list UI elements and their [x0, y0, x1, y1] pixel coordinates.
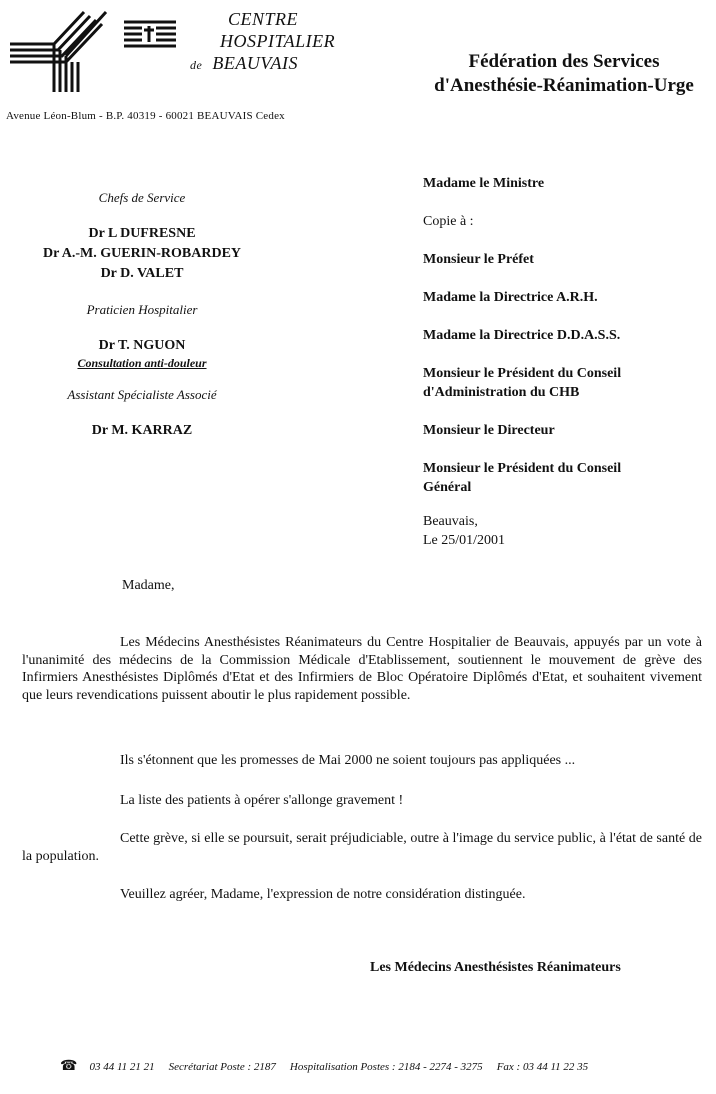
body-paragraph: Cette grève, si elle se poursuit, serait préjudiciable, outre à l'image du service public, à l'état de santé de la population.	[22, 831, 702, 864]
body-paragraph: Les Médecins Anesthésistes Réanimateurs du Centre Hospitalier de Beauvais, appuyés par un vote à l'unanimité des médecins de la Commission Médicale d'Etablissement, soutiennent le mouvement de grève des Infirmiers Anesthésistes Diplômés d'Etat et des Infirmiers de Bloc Opératoire Diplômés d'Etat, et souhaitent vivement que leurs revendications puissent aboutir le plus rapidement possible.	[22, 635, 702, 703]
recipients-column	[423, 174, 713, 550]
recipient-item: Monsieur le Préfet	[423, 252, 534, 267]
chef-name: Dr D. VALET	[100, 266, 184, 281]
recipient-item: Madame la Directrice A.R.H.	[423, 290, 598, 305]
hospital-line-2: HOSPITALIER	[220, 31, 336, 51]
letter-place: Beauvais,	[423, 514, 478, 529]
hospital-name	[190, 8, 335, 76]
chef-name: Dr A.-M. GUERIN-ROBARDEY	[42, 246, 242, 261]
recipient-item: Monsieur le Président du Conseil d'Administration du CHB	[423, 366, 622, 400]
hospital-de: de	[190, 58, 203, 72]
recipient-item: Monsieur le Président du Conseil Général	[423, 461, 622, 495]
hospital-logo	[6, 4, 182, 94]
chef-name: Dr L DUFRESNE	[88, 226, 196, 241]
footer-fax: Fax : 03 44 11 22 35	[496, 1061, 589, 1073]
hospital-address: Avenue Léon-Blum - B.P. 40319 - 60021 BEAUVAIS Cedex	[6, 110, 285, 122]
praticien-label: Praticien Hospitalier	[86, 302, 198, 317]
federation-title	[412, 50, 716, 98]
assistant-name: Dr M. KARRAZ	[91, 423, 193, 438]
praticien-name: Dr T. NGUON	[98, 338, 186, 353]
recipient-main: Madame le Ministre	[423, 176, 545, 191]
footer-secretariat: Secrétariat Poste : 2187	[168, 1061, 276, 1073]
signature: Les Médecins Anesthésistes Réanimateurs	[370, 960, 621, 975]
hospital-line-3: BEAUVAIS	[212, 53, 298, 73]
letter-date: Le 25/01/2001	[423, 533, 506, 548]
phone-icon: ☎	[60, 1059, 78, 1074]
body-paragraph: Veuillez agréer, Madame, l'expression de notre considération distinguée.	[120, 887, 526, 902]
footer-hospitalisation: Hospitalisation Postes : 2184 - 2274 - 3275	[289, 1061, 483, 1073]
chefs-label: Chefs de Service	[98, 190, 186, 205]
footer-contacts	[60, 1058, 588, 1075]
recipient-item: Monsieur le Directeur	[423, 423, 555, 438]
staff-column	[14, 190, 270, 441]
salutation: Madame,	[122, 578, 175, 593]
footer-phone: 03 44 11 21 21	[89, 1061, 155, 1073]
recipient-item: Madame la Directrice D.D.A.S.S.	[423, 328, 621, 343]
body-paragraph: La liste des patients à opérer s'allonge gravement !	[120, 793, 404, 808]
body-paragraph: Ils s'étonnent que les promesses de Mai 2000 ne soient toujours pas appliquées ...	[120, 753, 576, 768]
hospital-line-1: CENTRE	[228, 9, 299, 29]
federation-line-2: d'Anesthésie-Réanimation-Urge	[434, 75, 694, 96]
assistant-label: Assistant Spécialiste Associé	[67, 387, 217, 402]
consultation-label: Consultation anti-douleur	[77, 356, 207, 370]
federation-line-1: Fédération des Services	[468, 51, 660, 72]
copie-label: Copie à :	[423, 214, 474, 229]
